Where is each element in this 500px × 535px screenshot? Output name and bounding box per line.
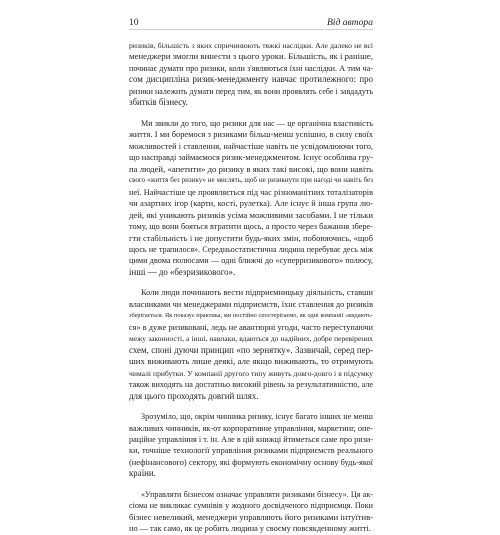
text-line: свого «життя без ризику» не мислять, щоб не ризикнути при нагоді чи навіть без <box>129 176 373 185</box>
text-line: межу законності, а інші, навпаки, вдаються до надійних, добре перевірених <box>129 334 373 344</box>
text-line: життя. І ми боремося з ризиками більш-менш успішно, в силу своїх <box>129 130 373 140</box>
text-line: Зрозуміло, що, окрім чинника ризику, існує багато інших не менш <box>141 412 373 422</box>
text-line: країни. <box>129 468 156 479</box>
text-line: бізнес невеликий, менеджери управляють його ризиками інтуїтив- <box>129 511 373 522</box>
text-line: па людей, «апетити» до ризику в яких такі високі, що вони навіть <box>129 163 373 174</box>
text-line: інші — до «безризикового». <box>129 266 236 277</box>
text-line: неї. Найчастіше це проявляється під час різноманітних тоталізаторів <box>129 187 373 197</box>
page-header <box>129 17 373 31</box>
text-line: щось не трапилося». Середньостатистична людина перебуває десь між <box>129 244 373 254</box>
paragraph <box>129 489 373 535</box>
text-line: ших виживають лише деякі, але якщо виживають, то отримують <box>129 356 373 367</box>
text-line: починає думати про ризики, коли з'являються їхні наслідки. А тим ча- <box>129 63 373 73</box>
text-line: менеджери змогли винести з цього уроки. Більшість, як і раніше, <box>129 51 373 62</box>
paragraph <box>129 118 373 279</box>
text-line: Ми звикли до того, що ризики для нас — це органічна властивість <box>141 118 373 128</box>
text-line: дей, які уникають ризиків усіма можливими засобами. І не тільки <box>129 209 373 220</box>
text-line: раційне управління і т. ін. Але в цій книжці йтиметься саме про ризи- <box>129 435 373 444</box>
text-line: ризики належить думати перед тим, як вони проявлять себе і завдадуть <box>129 86 373 96</box>
text-line: цими двома полюсами — одні ближчі до «суперризикового» полюсу, <box>129 256 373 266</box>
text-line: можливостей і ставлення, найчастіше навіть не усвідомлюючи того, <box>129 141 373 151</box>
text-line: чималі прибутки. У компанії другого типу живуть довго-довго і в підсумку <box>129 368 373 378</box>
text-line: власниками чи менеджерами підприємств, їхнє ставлення до ризиків <box>129 299 373 309</box>
text-line: збитків бізнесу. <box>129 97 188 108</box>
text-line: ризиків, більшість з яких спричинюють тяжкі наслідки. Але далеко не всі <box>129 41 373 50</box>
text-line: сом дисципліна ризик-менеджменту навчає протилежного: про <box>129 74 373 85</box>
text-line: тому, що вони бояться втратити щось, а просто через бажання збере- <box>129 222 373 232</box>
text-line: зберігається. Як показує практика, ми постійно спостерігаємо, як одні компанії «кидають- <box>129 312 373 320</box>
text-line: важливих чинників, як-от корпоративне управління, маркетинг, опе- <box>129 423 373 433</box>
running-head: Від автора <box>326 17 373 28</box>
page-number: 10 <box>129 17 139 28</box>
text-line: сіома не викликає сумнівів у жодного досвідченого підприємця. Поки <box>129 501 373 511</box>
text-line: гти стабільність і не допустити будь-яких змін, побоюючись, «щоб <box>129 232 373 243</box>
text-line: (нефінансового) сектору, які формують економічну основу будь-якої <box>129 457 373 467</box>
text-line: також виходять на достатньо високий рівень за результативністю, але <box>129 380 373 390</box>
body-text <box>129 40 373 535</box>
text-line: для цього проходять довгий шлях. <box>129 390 259 401</box>
text-line: схем, споні дуючи принцип «по зернятку». Зазвичай, серед пер- <box>129 344 373 355</box>
paragraph <box>129 411 373 480</box>
header-rule <box>129 29 373 30</box>
text-line: чи азартних ігор (карти, кості, рулетка). Але існує й інша група лю- <box>129 199 373 209</box>
paragraph <box>129 40 373 109</box>
text-line: «Управляти бізнесом означає управляти ризиками бізнесу». Ця ак- <box>141 489 373 499</box>
text-line: ся» в дуже ризиковані, ледь не авантюрні угоди, часто переступаючи <box>129 322 373 332</box>
text-line: ки, точніше технології управління ризиками підприємств реального <box>129 446 373 456</box>
text-line: що насправді займаємося ризик-менеджментом. Існує особлива гру- <box>129 153 373 163</box>
paragraph <box>129 287 373 402</box>
text-line: но — так само, як це робить людина у своєму повсякденному житті. <box>129 524 371 534</box>
text-line: Коли люди починають вести підприємницьку діяльність, ставши <box>141 288 373 298</box>
